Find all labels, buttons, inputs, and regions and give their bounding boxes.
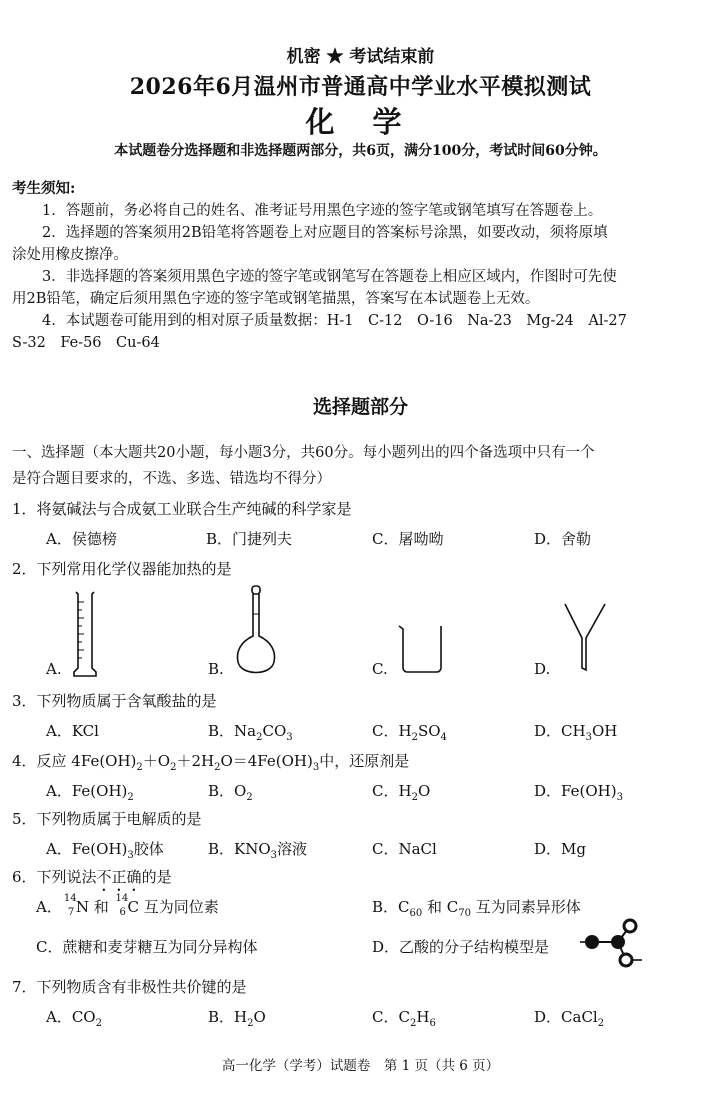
confidential-mark: 机密 ★ 考试结束前 xyxy=(286,47,435,67)
notice-line-2b: 涂处用橡皮擦净。 xyxy=(12,247,128,263)
notice-line-4b: S-32 Fe-56 Cu-64 xyxy=(12,335,160,351)
q7-stem: 7．下列物质含有非极性共价键的是 xyxy=(12,978,247,996)
subject-title: 化 学 xyxy=(305,105,416,139)
page-footer: 高一化学（学考）试题卷 第 1 页（共 6 页） xyxy=(221,1058,500,1074)
q6-option-c: C．蔗糖和麦芽糖互为同分异构体 xyxy=(36,938,258,956)
q3-option-d: D．$CH_3OH$ xyxy=(534,722,618,743)
q5-stem: 5．下列物质属于电解质的是 xyxy=(12,810,202,828)
q4-option-b: B．$O_2$ xyxy=(208,782,253,803)
notice-line-3b: 用2B铅笔，确定后须用黑色字迹的签字笔或钢笔描黑，答案写在本试题卷上无效。 xyxy=(12,291,540,307)
q3-option-a: A．KCl xyxy=(46,722,99,740)
q4-option-d: D．$Fe(OH)_3$ xyxy=(534,782,623,803)
notice-line-3a: 3．非选择题的答案须用黑色字迹的签字笔或钢笔写在答题卷上相应区域内，作图时可先使 xyxy=(42,269,617,285)
notice-line-2a: 2．选择题的答案须用2B铅笔将答题卷上对应题目的答案标号涂黑，如要改动，须将原填 xyxy=(42,225,608,241)
q4-option-c: C．$H_2O$ xyxy=(372,782,431,803)
q7-option-b: B．$H_2O$ xyxy=(208,1008,266,1029)
notice-title: 考生须知: xyxy=(12,180,76,197)
q5-option-c: C．NaCl xyxy=(372,840,437,858)
q1-option-d: D．舍勒 xyxy=(534,530,592,548)
q1-stem: 1．将氨碱法与合成氨工业联合生产纯碱的科学家是 xyxy=(12,500,352,518)
q6-option-a: A． 14 7 N 和 14 6 C 互为同位素 xyxy=(36,893,219,918)
q6-option-b: B．$C_{60}$ 和 $C_{70}$ 互为同素异形体 xyxy=(372,898,581,919)
q2-stem: 2．下列常用化学仪器能加热的是 xyxy=(12,560,232,578)
section-intro-2: 是符合题目要求的，不选、多选、错选均不得分） xyxy=(12,471,331,487)
q1-option-c: C．屠呦呦 xyxy=(372,530,444,548)
acetic-acid-model-icon xyxy=(578,916,644,972)
q7-option-c: C．$C_2H_6$ xyxy=(372,1008,436,1029)
section-intro-1: 一、选择题（本大题共20小题，每小题3分，共60分。每小题列出的四个备选项中只有一个 xyxy=(12,445,595,461)
q7-option-d: D．CaCl$_2$ xyxy=(534,1008,605,1029)
q1-option-b: B．门捷列夫 xyxy=(206,530,293,548)
q7-option-a: A．$CO_2$ xyxy=(46,1008,102,1029)
q3-option-c: C．$H_2SO_4$ xyxy=(372,722,447,743)
exam-info: 本试题卷分选择题和非选择题两部分，共6页，满分100分，考试时间60分钟。 xyxy=(114,143,607,159)
volumetric-flask-icon xyxy=(234,584,278,680)
q2-option-b: B. xyxy=(208,660,224,678)
q1-option-a: A．侯德榜 xyxy=(46,530,117,548)
notice-line-1: 1．答题前，务必将自己的姓名、准考证号用黑色字迹的签字笔或钢笔填写在答题卷上。 xyxy=(42,203,603,219)
funnel-icon xyxy=(562,600,608,672)
q6-stem: 6．下列说法不正确的是 xyxy=(12,868,172,886)
notice-line-4a: 4．本试题卷可能用到的相对原子质量数据：H-1 C-12 O-16 Na-23 Mg-24 Al-27 xyxy=(42,313,627,329)
section-title: 选择题部分 xyxy=(312,396,408,418)
q2-option-d: D. xyxy=(534,660,551,678)
q2-option-a: A. xyxy=(46,660,62,678)
q6-option-d: D．乙酸的分子结构模型是 xyxy=(372,938,550,956)
exam-title: 2026年6月温州市普通高中学业水平模拟测试 xyxy=(129,74,592,100)
q5-option-d: D．Mg xyxy=(534,840,586,858)
q3-option-b: B．$Na_2CO_3$ xyxy=(208,722,293,743)
q4-option-a: A．$Fe(OH)_2$ xyxy=(46,782,134,803)
q5-option-b: B．$KNO_3$溶液 xyxy=(208,840,308,861)
graduated-cylinder-icon xyxy=(70,590,100,680)
q2-option-c: C. xyxy=(372,660,388,678)
q3-stem: 3．下列物质属于含氧酸盐的是 xyxy=(12,692,217,710)
beaker-icon xyxy=(396,622,448,674)
q4-stem: 4．反应 $4Fe(OH)_2+O_2+2H_2O=4Fe(OH)_3$中，还原剂是 xyxy=(12,752,410,773)
q5-option-a: A．$Fe(OH)_3$胶体 xyxy=(46,840,164,861)
